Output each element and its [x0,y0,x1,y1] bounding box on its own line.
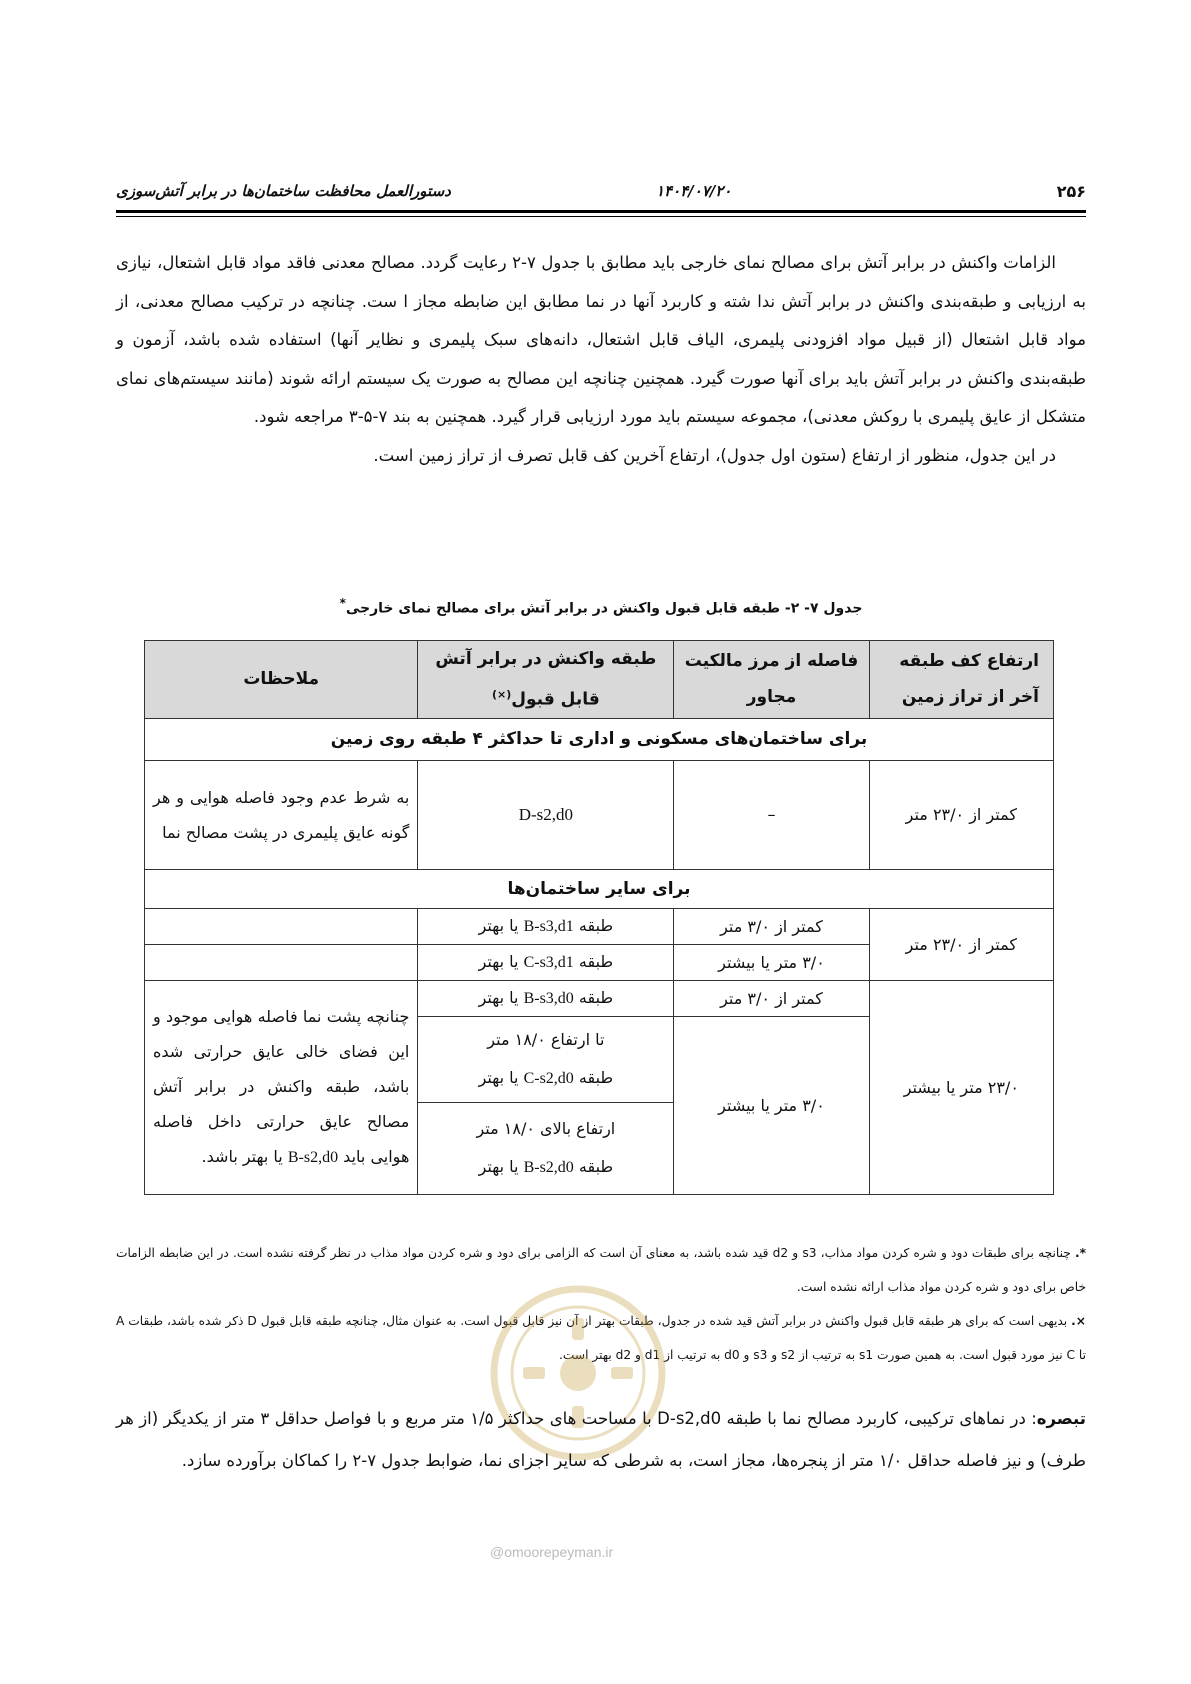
watermark-handle: @omoorepeyman.ir [490,1544,614,1560]
cell-distance: ۳/۰ متر یا بیشتر [674,944,869,980]
class-prefix: طبقه [578,1067,614,1087]
note-label: تبصره [1036,1409,1086,1428]
class-suffix: یا بهتر [478,916,519,936]
cell-class [418,908,674,944]
header-title: دستورالعمل محافظت ساختمان‌ها در برابر آتش‌سوزی [116,182,451,200]
section-residential: برای ساختمان‌های مسکونی و اداری تا حداکثر ۴ طبقه روی زمین [145,718,1054,760]
class-suffix: یا بهتر [478,1067,519,1087]
table-row [145,980,1054,1016]
table-caption [116,596,1086,617]
class-suffix: یا بهتر [478,1156,519,1176]
note-block [116,1398,1086,1482]
cell-class [418,980,674,1016]
class-prefix: طبقه [578,988,614,1008]
footnote-text: بدیهی است که برای هر طبقه قابل قبول واکنش در برابر آتش قید شده در جدول، طبقات بهتر از آن نیز قابل قبول است. به عنوان مثال، چنانچه طبقه قابل قبول D ذکر شده باشد، طبقات A تا C نیز مورد قبول است. به همین صورت s1 به ترتیب از s2 و s3 و d0 به ترتیب از d1 و d2 بهتر است. [116,1314,1086,1362]
footnote-text: چنانچه برای طبقات دود و شره کردن مواد مذاب، s3 و d2 قید شده باشد، به معنای آن است که الزامی برای دود و شره کردن مواد مذاب در نظر گرفته نشده است. در این ضابطه الزامات خاص برای دود و شره کردن مواد مذاب ارائه نشده است. [116,1246,1086,1294]
class-code: B-s2,d0 [523,1158,574,1176]
cell-class [418,1016,674,1102]
cell-distance: کمتر از ۳/۰ متر [674,980,869,1016]
cell-distance: – [674,760,869,869]
class-line1: ارتفاع بالای ۱۸/۰ متر [476,1118,616,1138]
class-code: B-s3,d0 [523,990,574,1008]
notes-code: B-s2,d0 [287,1149,339,1167]
class-code: C-s2,d0 [523,1069,574,1087]
header-rule-thick [116,210,1086,213]
paragraph: الزامات واکنش در برابر آتش برای مصالح نمای خارجی باید مطابق با جدول ۷-۲ رعایت گردد. مصالح معدنی فاقد مواد قابل اشتعال، نیازی به ارزیابی و طبقه‌بندی واکنش در برابر آتش ندا شته و کاربرد آنها در نما مطابق این ضابطه مجاز ا ست. چنانچه در ترکیب مصالح معدنی، از مواد قابل اشتعال (از قبیل مواد افزودنی پلیمری، الیاف قابل اشتعال، دانه‌های سبک پلیمری و نظایر آنها) استفاده شده باشد، آزمون و طبقه‌بندی واکنش در برابر آتش باید برای آنها صورت گیرد. همچنین چنانچه این مصالح به صورت یک سیستم ارائه شوند (مانند سیستم‌های نمای متشکل از عایق پلیمری با روکش معدنی)، مجموعه سیستم باید مورد ارزیابی قرار گیرد. همچنین به بند ۷-۵-۳ مراجعه شود. [116,253,1086,426]
cell-distance: کمتر از ۳/۰ متر [674,908,869,944]
table-row [145,760,1054,869]
class-suffix: یا بهتر [478,952,519,972]
footnote-mark: ×. [1071,1314,1086,1328]
header-rule-thin [116,216,1086,217]
header-date: ۱۴۰۴/۰۷/۲۰ [656,182,732,200]
class-prefix: طبقه [578,1156,614,1176]
class-suffix: یا بهتر [478,988,519,1008]
table-section-row [145,718,1054,760]
header-class-label: طبقه واکنش در برابر آتش قابل قبول [435,649,657,710]
cell-class: D-s2,d0 [418,760,674,869]
section-other: برای سایر ساختمان‌ها [145,869,1054,908]
cell-notes [145,944,418,980]
note-text: : در نماهای ترکیبی، کاربرد مصالح نما با طبقه D-s2,d0 با مساحت های حداکثر ۱/۵ متر مربع و با فواصل حداقل ۳ متر از یکدیگر (از هر طرف) و نیز فاصله حداقل ۱/۰ متر از پنجره‌ها، مجاز است، به شرطی که سایر اجزای نما، ضوابط جدول ۷-۲ را کماکان برآورده سازد. [116,1409,1086,1470]
table-section-row [145,869,1054,908]
header-distance: فاصله از مرز مالکیت مجاور [674,641,869,719]
cell-height: ۲۳/۰ متر یا بیشتر [869,980,1053,1194]
class-code: C-s3,d1 [523,954,574,972]
header-class [418,641,674,719]
cell-height: کمتر از ۲۳/۰ متر [869,760,1053,869]
class-code: B-s3,d1 [523,918,574,936]
cell-notes [145,980,418,1194]
class-prefix: طبقه [578,952,614,972]
class-line1: تا ارتفاع ۱۸/۰ متر [487,1029,605,1049]
header-height: ارتفاع کف طبقه آخر از تراز زمین [869,641,1053,719]
table-header-row [145,641,1054,719]
note-paragraph [116,1398,1086,1482]
page-number: ۲۵۶ [1056,182,1086,201]
table-row [145,908,1054,944]
header-notes: ملاحظات [145,641,418,719]
cell-notes [145,908,418,944]
table-caption-text: جدول ۷- ۲- طبقه قابل قبول واکنش در برابر آتش برای مصالح نمای خارجی [345,600,863,617]
class-prefix: طبقه [578,916,614,936]
body-text [116,244,1086,475]
table-caption-mark: * [339,596,346,610]
footnote-mark: *. [1074,1246,1086,1260]
notes-suffix: یا بهتر باشد. [201,1147,283,1167]
running-header [116,178,1086,206]
cell-distance: ۳/۰ متر یا بیشتر [674,1016,869,1194]
notes-text: چنانچه پشت نما فاصله هوایی موجود و این فضای خالی عایق حرارتی شده باشد، طبقه واکنش در برابر آتش مصالح عایق حرارتی داخل فاصله هوایی باید [153,1007,410,1167]
cell-class [418,944,674,980]
cell-notes: به شرط عدم وجود فاصله هوایی و هر گونه عایق پلیمری در پشت مصالح نما [145,760,418,869]
cell-height: کمتر از ۲۳/۰ متر [869,908,1053,980]
header-class-mark: (×) [491,688,512,701]
paragraph: در این جدول، منظور از ارتفاع (ستون اول جدول)، ارتفاع آخرین کف قابل تصرف از تراز زمین است. [373,445,1056,465]
cell-class [418,1102,674,1194]
facade-fire-table [144,640,1054,1195]
